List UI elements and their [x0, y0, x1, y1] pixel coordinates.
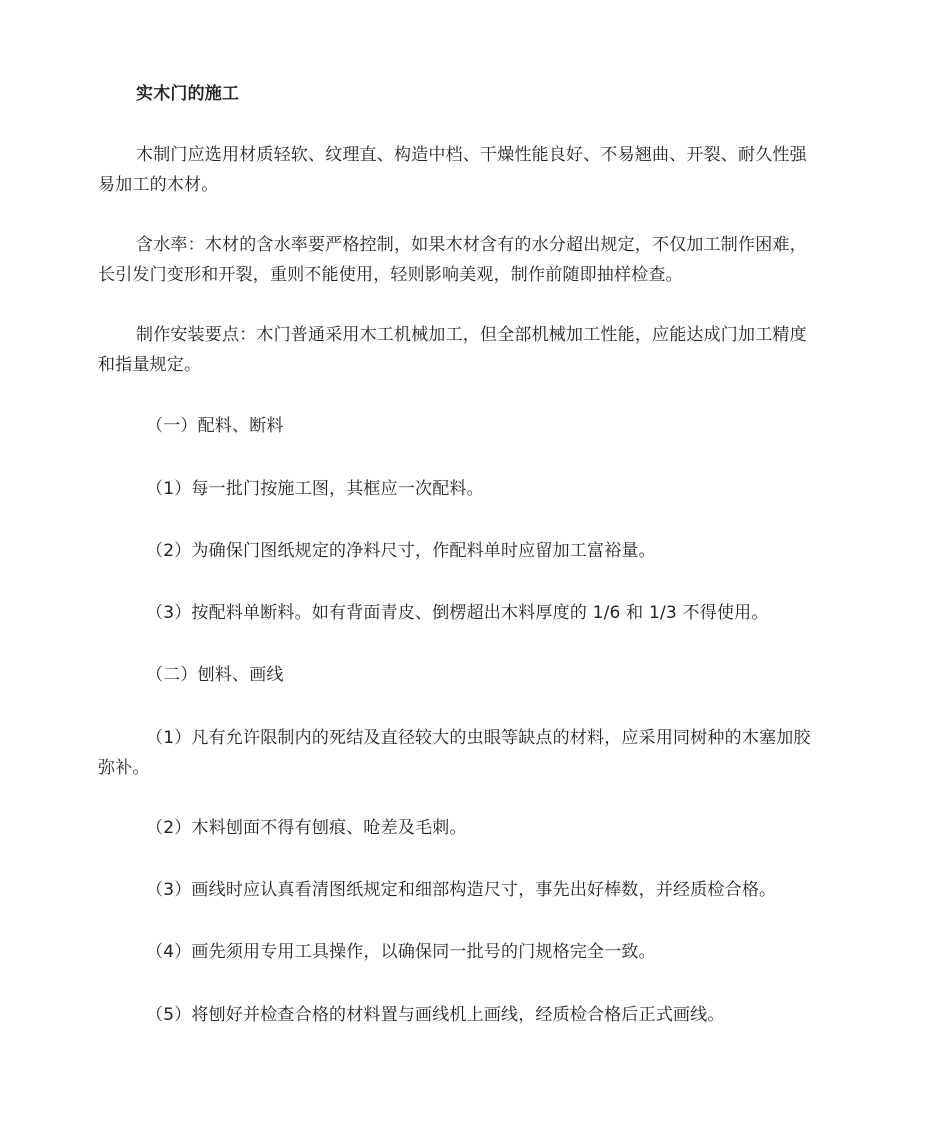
- paragraph-wood-selection-line-1: 木制门应选用材质轻软、纹理直、构造中档、干燥性能良好、不易翘曲、开裂、耐久性强: [136, 145, 807, 165]
- list-item: （3）按配料单断料。如有背面青皮、倒楞超出木料厚度的 1/6 和 1/3 不得使用。: [146, 603, 769, 623]
- list-item-line-2: 弥补。: [98, 758, 150, 778]
- list-item: （3）画线时应认真看清图纸规定和细部构造尺寸，事先出好棒数，并经质检合格。: [146, 880, 777, 900]
- paragraph-moisture-line-1: 含水率：木材的含水率要严格控制，如果木材含有的水分超出规定，不仅加工制作困难，: [136, 235, 807, 255]
- paragraph-installation-points-line-1: 制作安装要点：木门普通采用木工机械加工，但全部机械加工性能，应能达成门加工精度: [136, 325, 807, 345]
- list-item: （1）每一批门按施工图，其框应一次配料。: [146, 479, 484, 499]
- section-heading-planing: （二）刨料、画线: [146, 665, 284, 685]
- list-item: （5）将刨好并检查合格的材料置与画线机上画线，经质检合格后正式画线。: [146, 1005, 725, 1025]
- list-item: （4）画先须用专用工具操作，以确保同一批号的门规格完全一致。: [146, 942, 656, 962]
- document-title: 实木门的施工: [136, 84, 240, 104]
- paragraph-wood-selection-line-2: 易加工的木材。: [98, 175, 219, 195]
- list-item: （2）木料刨面不得有刨痕、呛差及毛刺。: [146, 818, 467, 838]
- paragraph-moisture-line-2: 长引发门变形和开裂，重则不能使用，轻则影响美观，制作前随即抽样检查。: [98, 265, 683, 285]
- list-item: （2）为确保门图纸规定的净料尺寸，作配料单时应留加工富裕量。: [146, 541, 656, 561]
- section-heading-cutting: （一）配料、断料: [146, 416, 284, 436]
- list-item-line-1: （1）凡有允许限制内的死结及直径较大的虫眼等缺点的材料，应采用同树种的木塞加胶: [146, 728, 811, 748]
- paragraph-installation-points-line-2: 和指量规定。: [98, 355, 202, 375]
